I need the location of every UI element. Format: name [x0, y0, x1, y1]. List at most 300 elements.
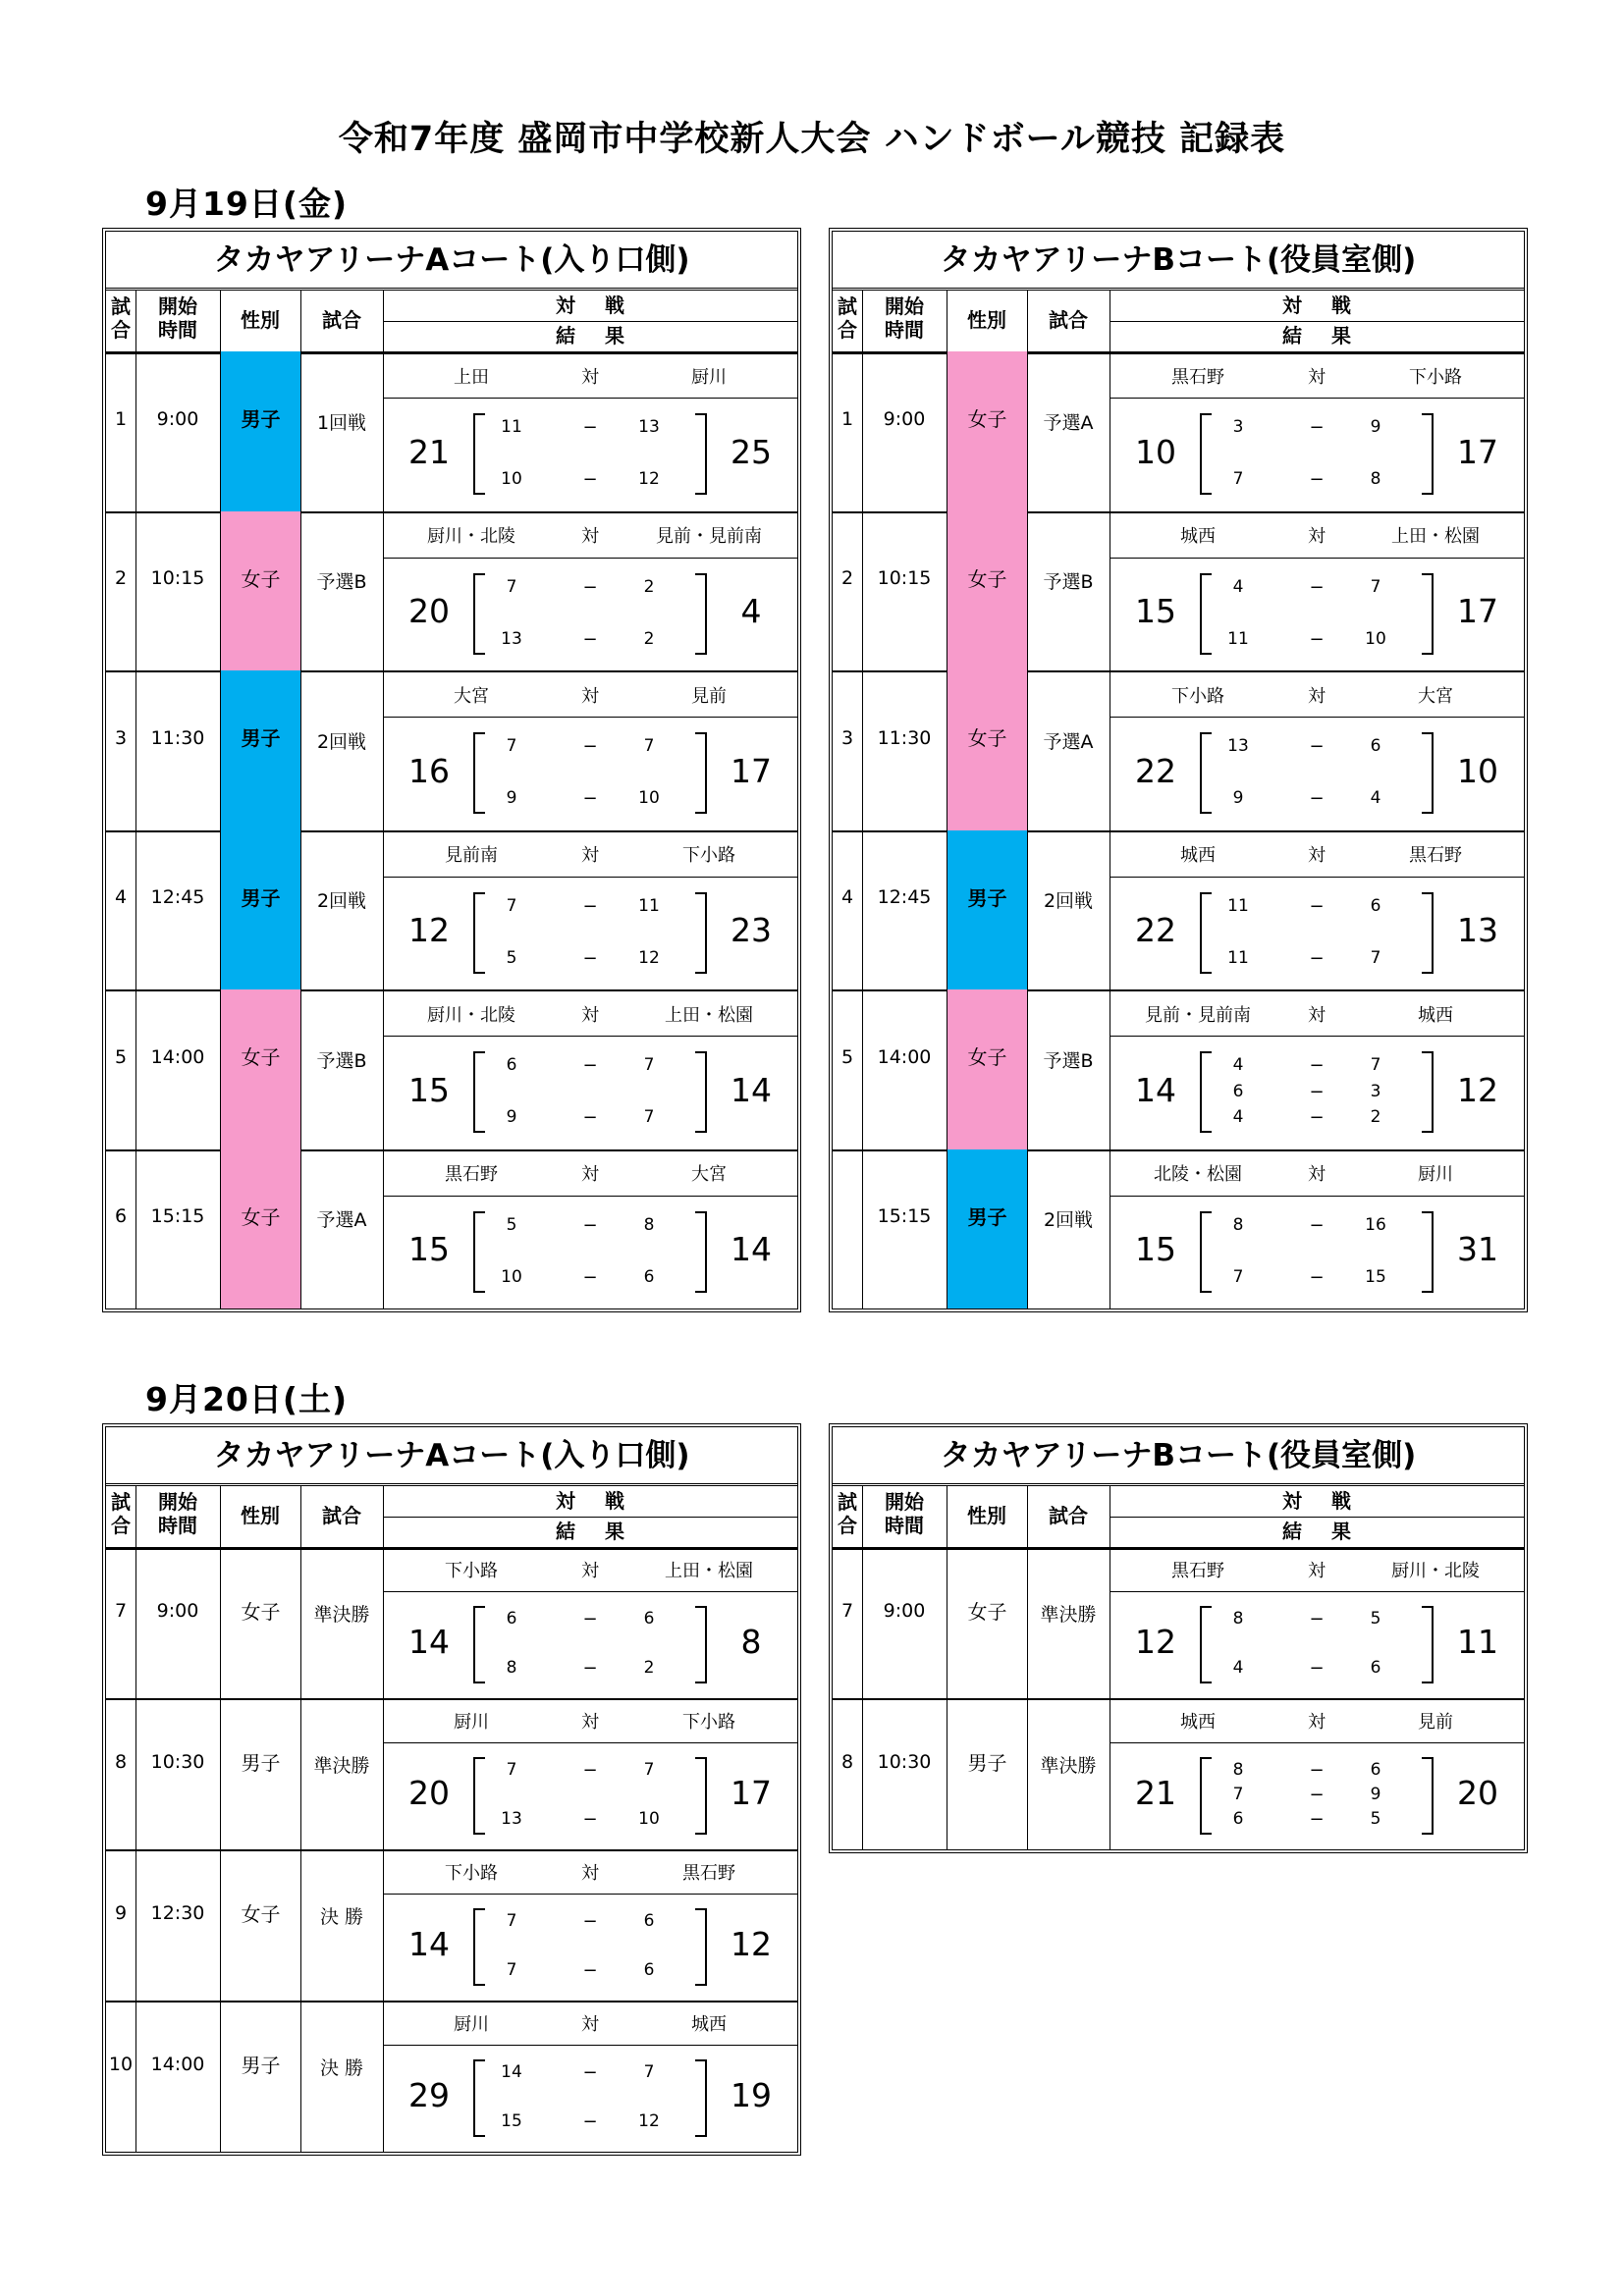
half-score-a: 7: [1232, 469, 1244, 490]
half-score-b: 2: [1370, 1107, 1381, 1128]
half-score-b: 12: [638, 469, 660, 490]
score-b: 17: [1457, 592, 1498, 631]
half-score-b: 7: [1370, 947, 1381, 968]
score-a: 15: [1135, 592, 1176, 631]
bracket-left: [473, 1051, 485, 1133]
half-score-a: 7: [506, 1760, 517, 1781]
half-score-b: 6: [643, 1266, 655, 1287]
score-a: 22: [1135, 911, 1176, 950]
start-time: 15:15: [150, 1205, 205, 1228]
team-b: 城西: [691, 2014, 727, 2036]
half-score-b: 12: [638, 2111, 660, 2132]
team-a: 城西: [1180, 845, 1216, 867]
half-score-b: 16: [1365, 1214, 1386, 1235]
header-split: [1110, 321, 1524, 322]
match-number: 5: [114, 1045, 128, 1068]
vs-label: 対: [1308, 1004, 1326, 1026]
round-label: 準決勝: [313, 1604, 370, 1627]
bracket-left: [473, 413, 485, 495]
score-a: 22: [1135, 751, 1176, 790]
half-score-b: 2: [643, 1658, 655, 1679]
half-score-a: 6: [1232, 1081, 1244, 1101]
score-a: 10: [1135, 432, 1176, 471]
team-divider: [1110, 1742, 1524, 1743]
row-divider: [106, 2001, 797, 2002]
half-score-a: 6: [1232, 1809, 1244, 1830]
row-divider: [106, 670, 797, 672]
bracket-right: [1422, 732, 1434, 814]
score-b: 17: [731, 1774, 772, 1813]
gender-badge: 女子: [947, 511, 1027, 671]
bracket-left: [473, 1757, 485, 1835]
half-score-a: 7: [506, 576, 517, 597]
gender-badge: 女子: [221, 1149, 300, 1309]
match-number: 1: [114, 407, 128, 430]
match-number: 1: [840, 407, 854, 430]
court-name: タカヤアリーナAコート(入り口側): [106, 1427, 797, 1486]
row-divider: [106, 1698, 797, 1700]
half-score-a: 13: [501, 628, 522, 649]
half-dash: −: [1309, 895, 1325, 917]
header-divider: [833, 351, 1524, 354]
start-time: 10:15: [150, 567, 205, 590]
half-score-a: 15: [501, 2111, 522, 2132]
half-score-b: 6: [1370, 736, 1381, 757]
round-label: 予選B: [316, 571, 367, 594]
half-score-b: 6: [1370, 1658, 1381, 1679]
team-b: 見前・見前南: [656, 526, 762, 548]
header-divider: [106, 1547, 797, 1550]
court-grid: [833, 291, 1524, 1308]
gender-badge: 女子: [241, 1600, 281, 1624]
header-no: [106, 294, 135, 342]
header-no-top: 試: [838, 1490, 857, 1514]
team-divider: [383, 2045, 797, 2046]
start-time: 10:30: [150, 1751, 205, 1774]
score-a: 15: [408, 1230, 450, 1269]
team-a: 城西: [1180, 1712, 1216, 1734]
vs-label: 対: [581, 1004, 599, 1026]
half-score-a: 4: [1232, 576, 1244, 597]
half-score-b: 11: [638, 895, 660, 916]
half-score-a: 11: [501, 417, 522, 438]
half-dash: −: [582, 1960, 598, 1982]
header-time-bottom: 時間: [885, 1514, 924, 1537]
bracket-left: [1200, 892, 1212, 974]
round-label: 予選B: [1043, 1049, 1094, 1072]
bracket-left: [473, 1606, 485, 1683]
score-a: 21: [1135, 1774, 1176, 1813]
team-a: 見前南: [445, 845, 498, 867]
header-no-top: 試: [111, 1490, 131, 1514]
half-score-b: 5: [1370, 1809, 1381, 1830]
column-divider: [300, 291, 301, 1308]
team-divider: [383, 717, 797, 718]
team-a: 黒石野: [445, 1164, 498, 1186]
half-score-a: 8: [506, 1658, 517, 1679]
row-divider: [106, 989, 797, 991]
bracket-right: [1422, 1606, 1434, 1683]
bracket-left: [473, 892, 485, 974]
vs-label: 対: [1308, 1561, 1326, 1582]
half-dash: −: [582, 1214, 598, 1236]
team-divider: [1110, 1036, 1524, 1037]
header-round: 試合: [322, 308, 361, 332]
column-divider: [300, 1486, 301, 2152]
match-number: 3: [840, 726, 854, 749]
court-name: タカヤアリーナAコート(入り口側): [106, 232, 797, 291]
header-match: 対戦: [556, 1489, 654, 1513]
score-b: 23: [731, 911, 772, 950]
vs-label: 対: [581, 1164, 599, 1186]
bracket-left: [473, 732, 485, 814]
gender-badge: 女子: [947, 670, 1027, 830]
header-round: 試合: [1049, 308, 1088, 332]
half-score-b: 7: [643, 1055, 655, 1076]
bracket-right: [695, 1908, 707, 1986]
team-b: 厨川: [691, 366, 727, 388]
column-divider: [862, 291, 863, 1308]
bracket-right: [695, 1606, 707, 1683]
half-score-a: 10: [501, 1266, 522, 1287]
team-a: 黒石野: [1171, 1561, 1224, 1582]
round-label: 準決勝: [313, 1755, 370, 1778]
match-number: 2: [840, 567, 854, 590]
team-a: 城西: [1180, 526, 1216, 548]
half-score-a: 9: [506, 1107, 517, 1128]
header-result: 結果: [556, 1520, 654, 1543]
half-score-b: 10: [1365, 628, 1386, 649]
team-divider: [383, 1894, 797, 1895]
gender-badge: 女子: [947, 351, 1027, 511]
vs-label: 対: [581, 526, 599, 548]
half-score-a: 8: [1232, 1609, 1244, 1629]
team-b: 大宮: [691, 1164, 727, 1186]
round-label: 決 勝: [319, 1906, 364, 1929]
court-grid: [833, 1486, 1524, 1849]
score-a: 12: [408, 911, 450, 950]
team-b: 下小路: [1409, 366, 1462, 388]
header-no: [833, 294, 862, 342]
team-b: 厨川: [1418, 1164, 1453, 1186]
half-score-a: 5: [506, 947, 517, 968]
header-result: 結果: [556, 324, 654, 347]
half-score-a: 7: [1232, 1785, 1244, 1805]
half-dash: −: [1309, 469, 1325, 491]
half-dash: −: [1309, 947, 1325, 969]
half-score-a: 9: [1232, 788, 1244, 809]
team-a: 下小路: [445, 1863, 498, 1885]
team-a: 北陵・松園: [1154, 1164, 1242, 1186]
header-time-top: 開始: [885, 294, 924, 318]
team-divider: [1110, 877, 1524, 878]
round-label: 準決勝: [1040, 1604, 1097, 1627]
half-score-b: 15: [1365, 1266, 1386, 1287]
row-divider: [106, 511, 797, 513]
bracket-right: [695, 2059, 707, 2137]
half-score-a: 9: [506, 788, 517, 809]
half-score-b: 5: [1370, 1609, 1381, 1629]
score-b: 31: [1457, 1230, 1498, 1269]
half-score-b: 2: [643, 628, 655, 649]
header-round: 試合: [1049, 1504, 1088, 1527]
vs-label: 対: [581, 1561, 599, 1582]
team-a: 黒石野: [1171, 366, 1224, 388]
header-no-top: 試: [838, 294, 857, 318]
team-b: 上田・松園: [1391, 526, 1480, 548]
vs-label: 対: [581, 366, 599, 388]
gender-badge: 男子: [221, 351, 300, 511]
column-divider: [1027, 291, 1028, 1308]
match-number: 7: [840, 1600, 854, 1623]
score-b: 14: [731, 1070, 772, 1109]
half-dash: −: [582, 788, 598, 810]
bracket-right: [1422, 1051, 1434, 1133]
half-score-b: 7: [643, 736, 655, 757]
bracket-right: [695, 1051, 707, 1133]
row-divider: [106, 1149, 797, 1151]
gender-badge: 男子: [221, 830, 300, 990]
half-score-b: 7: [643, 2062, 655, 2083]
half-score-a: 6: [506, 1055, 517, 1076]
half-dash: −: [582, 1107, 598, 1129]
half-score-b: 6: [643, 1960, 655, 1981]
round-label: 2回戦: [316, 730, 367, 753]
header-no-top: 試: [111, 294, 131, 318]
match-number: 4: [840, 886, 854, 909]
gender-badge: 男子: [967, 1751, 1007, 1775]
row-divider: [106, 1849, 797, 1851]
half-score-b: 3: [1370, 1081, 1381, 1101]
header-time-top: 開始: [885, 1490, 924, 1514]
page-title: 令和7年度 盛岡市中学校新人大会 ハンドボール競技 記録表: [338, 120, 1286, 159]
half-score-a: 4: [1232, 1107, 1244, 1128]
header-result: 結果: [1282, 324, 1380, 347]
half-score-b: 7: [1370, 576, 1381, 597]
bracket-right: [695, 1757, 707, 1835]
half-dash: −: [1309, 1266, 1325, 1288]
half-dash: −: [1309, 1081, 1325, 1102]
half-score-a: 11: [1227, 628, 1249, 649]
bracket-right: [1422, 892, 1434, 974]
half-score-b: 7: [643, 1107, 655, 1128]
start-time: 9:00: [883, 407, 926, 430]
score-b: 10: [1457, 751, 1498, 790]
bracket-left: [473, 1211, 485, 1293]
team-a: 大宮: [454, 685, 489, 707]
team-b: 見前: [691, 685, 727, 707]
vs-label: 対: [581, 2014, 599, 2036]
team-divider: [383, 1036, 797, 1037]
half-dash: −: [1309, 417, 1325, 439]
header-split: [383, 321, 797, 322]
half-dash: −: [1309, 1809, 1325, 1831]
half-score-b: 6: [1370, 895, 1381, 916]
column-divider: [135, 291, 136, 1308]
half-score-b: 2: [643, 576, 655, 597]
score-b: 25: [731, 432, 772, 471]
half-dash: −: [582, 1266, 598, 1288]
bracket-right: [695, 413, 707, 495]
start-time: 10:15: [877, 567, 932, 590]
half-dash: −: [582, 1809, 598, 1831]
team-divider: [383, 1742, 797, 1743]
start-time: 10:30: [877, 1751, 932, 1774]
round-label: 予選B: [1043, 571, 1094, 594]
score-a: 21: [408, 432, 450, 471]
round-label: 準決勝: [1040, 1755, 1097, 1778]
score-a: 15: [1135, 1230, 1176, 1269]
header-round: 試合: [322, 1504, 361, 1527]
team-divider: [383, 1196, 797, 1197]
start-time: 9:00: [156, 1600, 199, 1623]
half-dash: −: [582, 1055, 598, 1077]
court-name: タカヤアリーナBコート(役員室側): [833, 1427, 1524, 1486]
half-dash: −: [582, 469, 598, 491]
column-divider: [1027, 1486, 1028, 1849]
vs-label: 対: [1308, 845, 1326, 867]
team-divider: [383, 398, 797, 399]
half-score-a: 10: [501, 469, 522, 490]
header-result: 結果: [1282, 1520, 1380, 1543]
team-b: 黒石野: [682, 1863, 735, 1885]
vs-label: 対: [581, 845, 599, 867]
bracket-left: [1200, 1606, 1212, 1683]
bracket-left: [1200, 732, 1212, 814]
bracket-right: [695, 1211, 707, 1293]
round-label: 予選A: [1043, 411, 1094, 434]
header-match: 対戦: [1282, 294, 1380, 317]
column-divider: [383, 1486, 384, 2152]
half-dash: −: [582, 2111, 598, 2133]
half-dash: −: [582, 576, 598, 598]
gender-badge: 女子: [221, 511, 300, 671]
half-score-a: 8: [1232, 1760, 1244, 1781]
half-dash: −: [1309, 1658, 1325, 1680]
half-score-a: 13: [501, 1809, 522, 1830]
score-a: 14: [408, 1623, 450, 1662]
half-score-b: 9: [1370, 1785, 1381, 1805]
team-a: 下小路: [1171, 685, 1224, 707]
half-dash: −: [1309, 788, 1325, 810]
start-time: 12:30: [150, 1902, 205, 1925]
court-grid: [106, 291, 797, 1308]
team-a: 下小路: [445, 1561, 498, 1582]
half-dash: −: [582, 1760, 598, 1782]
half-score-a: 7: [506, 1960, 517, 1981]
header-gender: 性別: [241, 1504, 280, 1527]
half-score-b: 6: [643, 1911, 655, 1932]
half-dash: −: [582, 2062, 598, 2084]
team-a: 厨川: [454, 1712, 489, 1734]
row-divider: [833, 670, 1524, 672]
half-score-b: 8: [1370, 469, 1381, 490]
vs-label: 対: [1308, 526, 1326, 548]
round-label: 2回戦: [1043, 890, 1094, 913]
bracket-left: [473, 2059, 485, 2137]
round-label: 予選A: [316, 1209, 367, 1232]
header-match: 対戦: [1282, 1489, 1380, 1513]
team-a: 厨川: [454, 2014, 489, 2036]
gender-badge: 男子: [947, 830, 1027, 990]
round-label: 1回戦: [316, 411, 367, 434]
half-score-b: 13: [638, 417, 660, 438]
half-dash: −: [1309, 736, 1325, 758]
match-number: 6: [114, 1205, 128, 1228]
score-a: 15: [408, 1070, 450, 1109]
half-score-b: 8: [643, 1214, 655, 1235]
column-divider: [135, 1486, 136, 2152]
half-score-b: 10: [638, 1809, 660, 1830]
score-b: 17: [1457, 432, 1498, 471]
start-time: 14:00: [877, 1045, 932, 1068]
half-score-a: 5: [506, 1214, 517, 1235]
team-a: 厨川・北陵: [427, 1004, 515, 1026]
start-time: 12:45: [150, 886, 205, 909]
score-a: 16: [408, 751, 450, 790]
header-time-bottom: 時間: [158, 1514, 197, 1537]
score-a: 20: [408, 1774, 450, 1813]
start-time: 11:30: [877, 726, 932, 749]
match-number: 4: [114, 886, 128, 909]
half-score-b: 6: [643, 1609, 655, 1629]
team-b: 下小路: [682, 845, 735, 867]
start-time: 14:00: [150, 1045, 205, 1068]
half-score-b: 10: [638, 788, 660, 809]
score-b: 12: [1457, 1070, 1498, 1109]
gender-badge: 女子: [221, 989, 300, 1149]
score-a: 29: [408, 2076, 450, 2115]
half-dash: −: [1309, 1760, 1325, 1782]
bracket-right: [695, 892, 707, 974]
half-score-a: 14: [501, 2062, 522, 2083]
team-b: 厨川・北陵: [1391, 1561, 1480, 1582]
header-time-top: 開始: [158, 294, 197, 318]
row-divider: [833, 830, 1524, 832]
team-a: 見前・見前南: [1145, 1004, 1251, 1026]
bracket-right: [1422, 1757, 1434, 1835]
header-gender: 性別: [241, 308, 280, 332]
row-divider: [833, 989, 1524, 991]
match-number: 3: [114, 726, 128, 749]
bracket-right: [1422, 1211, 1434, 1293]
header-divider: [833, 1547, 1524, 1550]
court-name: タカヤアリーナBコート(役員室側): [833, 232, 1524, 291]
team-b: 大宮: [1418, 685, 1453, 707]
match-number: 9: [114, 1902, 128, 1925]
half-score-a: 6: [506, 1609, 517, 1629]
team-divider: [383, 1591, 797, 1592]
court-grid: [106, 1486, 797, 2152]
team-b: 下小路: [682, 1712, 735, 1734]
half-score-b: 9: [1370, 417, 1381, 438]
team-divider: [1110, 1591, 1524, 1592]
header-time: [135, 294, 220, 342]
team-b: 黒石野: [1409, 845, 1462, 867]
half-score-a: 3: [1232, 417, 1244, 438]
half-dash: −: [1309, 628, 1325, 650]
header-time-bottom: 時間: [158, 318, 197, 342]
bracket-left: [473, 573, 485, 655]
half-score-b: 4: [1370, 788, 1381, 809]
header-no-bottom: 合: [838, 318, 857, 342]
team-b: 上田・松園: [665, 1561, 753, 1582]
score-a: 12: [1135, 1623, 1176, 1662]
header-no-bottom: 合: [111, 1514, 131, 1537]
start-time: 9:00: [883, 1600, 926, 1623]
match-number: 5: [840, 1045, 854, 1068]
half-score-b: 7: [643, 1760, 655, 1781]
